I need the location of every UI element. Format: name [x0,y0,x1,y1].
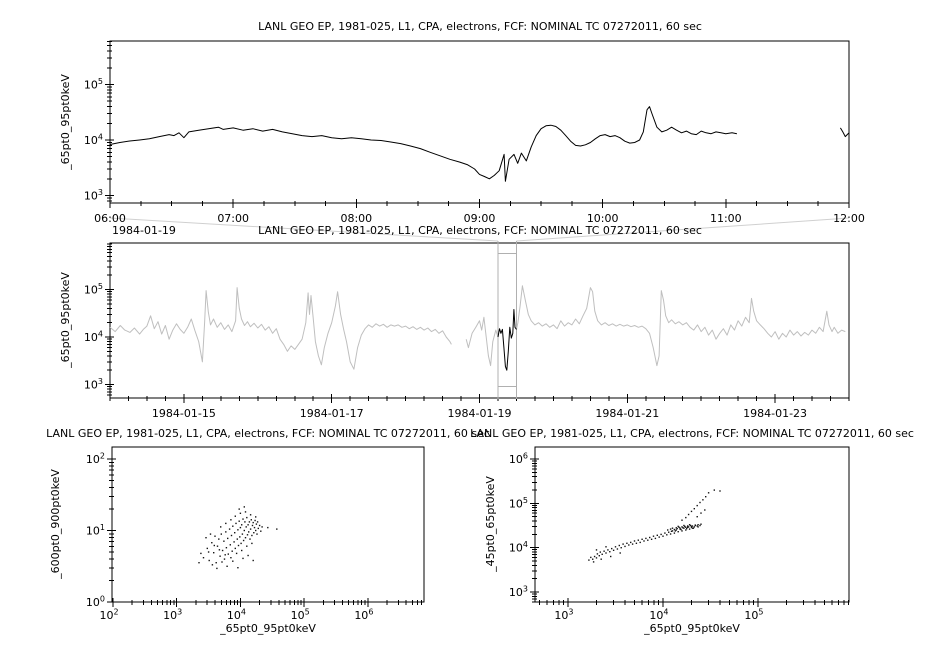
log-tick-label: $10^3$ [508,584,528,599]
detail-timeseries-series [840,128,849,137]
time-tick-label: 10:00 [586,212,619,225]
detail-timeseries-y-ticks [84,41,114,202]
panel1-date-label: 1984-01-19 [112,224,176,237]
log-tick-label: $10^3$ [163,607,183,622]
time-tick-label: 12:00 [833,212,865,225]
log-tick-label: $10^3$ [83,188,103,203]
scatter-600-900-vs-65-95-plot-area[interactable] [112,447,424,602]
panel2-title: LANL GEO EP, 1981-025, L1, CPA, electrons, FCF: NOMINAL TC 07272011, 60 sec [258,224,702,237]
log-tick-label: $10^4$ [649,607,669,622]
panel4-x-axis-label: _65pt0_95pt0keV [644,622,740,635]
log-tick-label: $10^1$ [85,523,105,538]
context-timeseries-series [517,286,846,366]
panel3-x-axis-label: _65pt0_95pt0keV [220,622,316,635]
panel4-y-axis-label: _45pt0_65pt0keV [484,476,497,572]
panel2-y-axis-label: _65pt0_95pt0keV [59,272,72,368]
time-tick-label: 08:00 [340,212,373,225]
time-tick-label: 1984-01-21 [595,407,660,420]
time-tick-label: 1984-01-15 [151,407,216,420]
context-timeseries-series [498,310,517,371]
log-tick-label: $10^5$ [83,282,103,297]
context-timeseries-series [466,317,498,365]
log-tick-label: $10^2$ [85,451,105,467]
time-tick-label: 1984-01-19 [447,407,512,420]
panel1-title: LANL GEO EP, 1981-025, L1, CPA, electrons, FCF: NOMINAL TC 07272011, 60 sec [258,20,702,33]
log-tick-label: $10^4$ [508,540,528,555]
log-tick-label: $10^5$ [744,607,764,622]
log-tick-label: $10^4$ [83,132,103,148]
detail-timeseries-panel[interactable] [84,41,865,225]
detail-timeseries-plot-area[interactable] [110,41,849,203]
time-tick-label: 11:00 [709,212,742,225]
log-tick-label: $10^6$ [508,451,528,467]
log-tick-label: $10^4$ [226,607,246,622]
panel3-title: LANL GEO EP, 1981-025, L1, CPA, electrons, FCF: NOMINAL TC 07272011, 60 sec [46,427,490,440]
scatter-45-65-vs-65-95-plot-area[interactable] [535,447,849,602]
log-tick-label: $10^4$ [83,329,103,345]
scatter-600-900-vs-65-95-panel[interactable] [86,447,424,622]
time-tick-label: 06:00 [94,212,126,225]
scatter-45-65-vs-65-95-panel[interactable] [509,447,849,622]
context-timeseries-x-ticks [110,394,849,420]
detail-timeseries-series [110,107,737,182]
log-tick-label: $10^5$ [290,607,310,622]
log-tick-label: $10^3$ [83,377,103,392]
time-tick-label: 07:00 [217,212,250,225]
scatter-45-65-vs-65-95-y-ticks [509,452,539,602]
panel3-y-axis-label: _600pt0_900pt0keV [49,469,62,579]
log-tick-label: $10^5$ [83,77,103,92]
time-tick-label: 1984-01-23 [743,407,808,420]
context-timeseries-y-ticks [84,244,114,395]
panel1-y-axis-label: _65pt0_95pt0keV [59,74,72,170]
time-tick-label: 1984-01-17 [299,407,364,420]
context-timeseries-series [110,288,451,370]
time-tick-label: 09:00 [463,212,496,225]
log-tick-label: $10^6$ [354,607,374,622]
log-tick-label: $10^3$ [554,607,574,622]
log-tick-label: $10^0$ [85,594,105,609]
log-tick-label: $10^5$ [508,495,528,511]
panel4-title: LANL GEO EP, 1981-025, L1, CPA, electrons, FCF: NOMINAL TC 07272011, 60 sec [470,427,914,440]
scatter-600-900-vs-65-95-y-ticks [86,452,116,609]
log-tick-label: $10^2$ [99,607,119,622]
context-timeseries-panel[interactable] [84,241,849,420]
